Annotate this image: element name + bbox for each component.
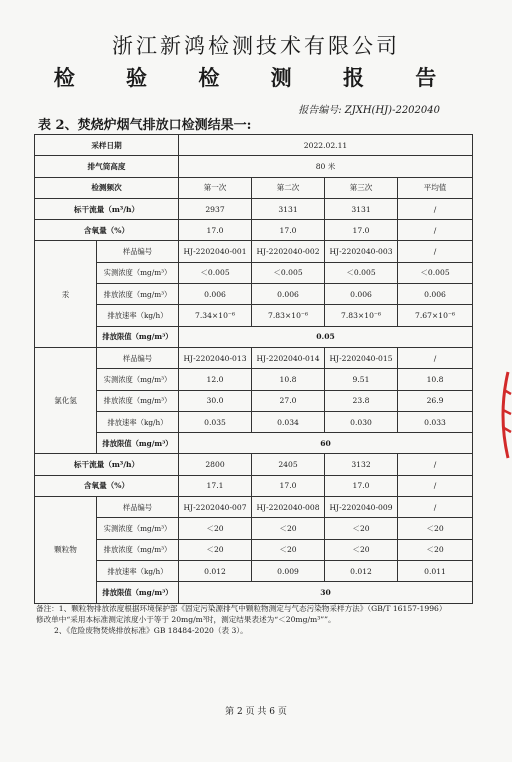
value-cell: 12.0 (179, 369, 252, 390)
value-cell: / (398, 220, 473, 241)
value-cell: 0.034 (252, 411, 325, 432)
pollutant-name: 汞 (35, 241, 97, 347)
param-label: 排放浓度（mg/m³） (97, 390, 179, 411)
mercury-limit-row (35, 326, 473, 347)
pm-row (35, 518, 473, 539)
value-cell: 0.012 (325, 560, 398, 581)
value-cell: HJ-2202040-009 (325, 497, 398, 518)
value-cell: 3131 (325, 198, 398, 219)
param-label: 实测浓度（mg/m³） (97, 518, 179, 539)
value-cell: 0.035 (179, 411, 252, 432)
value-cell: HJ-2202040-002 (252, 241, 325, 262)
mercury-row (35, 305, 473, 326)
value-cell: 10.8 (398, 369, 473, 390)
std-flow-row (35, 198, 473, 219)
oxygen-row (35, 220, 473, 241)
value-cell: 0.033 (398, 411, 473, 432)
hcl-limit-row (35, 433, 473, 454)
value-cell: 3131 (252, 198, 325, 219)
value-cell: ＜20 (325, 539, 398, 560)
table-title: 表 2、焚烧炉烟气排放口检测结果一: (38, 118, 252, 133)
value-cell: 2937 (179, 198, 252, 219)
value-cell: / (398, 241, 473, 262)
hcl-row (35, 411, 473, 432)
value-cell: 2800 (179, 454, 252, 475)
stack-height-row (35, 156, 473, 177)
report-title: 检 验 检 测 报 告 (53, 65, 459, 90)
value-cell: ＜0.005 (325, 262, 398, 283)
value-cell: / (398, 475, 473, 496)
value-cell: 第二次 (252, 177, 325, 198)
value-cell: / (398, 454, 473, 475)
param-label: 排放速率（kg/h） (97, 411, 179, 432)
value-cell: / (398, 497, 473, 518)
mercury-row (35, 262, 473, 283)
value-cell: 第三次 (325, 177, 398, 198)
row-label: 含氧量（%） (35, 220, 179, 241)
page-number: 第 2 页 共 6 页 (225, 707, 287, 717)
param-label: 实测浓度（mg/m³） (97, 262, 179, 283)
value-cell: ＜20 (179, 539, 252, 560)
pollutant-name: 颗粒物 (35, 497, 97, 603)
value-cell: 17.0 (325, 220, 398, 241)
limit-value: 30 (179, 582, 473, 603)
oxygen-row-2 (35, 475, 473, 496)
row-label: 标干流量（m³/h） (35, 454, 179, 475)
frequency-row (35, 177, 473, 198)
param-label: 样品编号 (97, 497, 179, 518)
value-cell: ＜20 (252, 518, 325, 539)
company-name: 浙江新鸿检测技术有限公司 (112, 34, 400, 58)
param-label: 样品编号 (97, 347, 179, 368)
value-cell: 0.012 (179, 560, 252, 581)
value-cell: 0.006 (179, 284, 252, 305)
remark-line-2: 修改单中“采用本标准测定浓度小于等于 20mg/m³时，测定结果表述为“＜20mg/m³””。 (36, 615, 336, 624)
row-label: 采样日期 (35, 135, 179, 156)
value-cell: ＜0.005 (398, 262, 473, 283)
value-cell: 2405 (252, 454, 325, 475)
value-cell: 3132 (325, 454, 398, 475)
value-cell: HJ-2202040-001 (179, 241, 252, 262)
value-cell: 0.011 (398, 560, 473, 581)
value-cell: 7.34×10⁻⁶ (179, 305, 252, 326)
value-cell: HJ-2202040-003 (325, 241, 398, 262)
hcl-row (35, 390, 473, 411)
value-cell: HJ-2202040-013 (179, 347, 252, 368)
value-cell: 0.009 (252, 560, 325, 581)
value-cell: 23.8 (325, 390, 398, 411)
red-seal-stamp (494, 370, 512, 460)
limit-label: 排放限值（mg/m³） (97, 326, 179, 347)
row-label: 检测频次 (35, 177, 179, 198)
mercury-row (35, 241, 473, 262)
value-cell: 26.9 (398, 390, 473, 411)
row-label: 排气筒高度 (35, 156, 179, 177)
value-cell: 第一次 (179, 177, 252, 198)
hcl-row (35, 347, 473, 368)
mercury-row (35, 284, 473, 305)
value-cell: 0.006 (252, 284, 325, 305)
value-cell: 0.006 (398, 284, 473, 305)
value-cell: 10.8 (252, 369, 325, 390)
value-cell: 17.0 (179, 220, 252, 241)
value-cell: / (398, 347, 473, 368)
param-label: 实测浓度（mg/m³） (97, 369, 179, 390)
pm-limit-row (35, 582, 473, 603)
value-cell: ＜20 (398, 518, 473, 539)
value-cell: 7.67×10⁻⁶ (398, 305, 473, 326)
value-cell: ＜20 (252, 539, 325, 560)
value-cell: 7.83×10⁻⁶ (252, 305, 325, 326)
hcl-row (35, 369, 473, 390)
value-cell: 9.51 (325, 369, 398, 390)
limit-label: 排放限值（mg/m³） (97, 582, 179, 603)
sampling-date-row (35, 135, 473, 156)
value-cell: ＜0.005 (179, 262, 252, 283)
pm-row (35, 497, 473, 518)
pm-row (35, 560, 473, 581)
value-cell: 0.030 (325, 411, 398, 432)
remarks (36, 603, 476, 636)
limit-value: 60 (179, 433, 473, 454)
value-cell: HJ-2202040-007 (179, 497, 252, 518)
param-label: 排放浓度（mg/m³） (97, 284, 179, 305)
value-cell: ＜20 (325, 518, 398, 539)
row-label: 含氧量（%） (35, 475, 179, 496)
value-cell: 17.0 (252, 475, 325, 496)
value-cell: HJ-2202040-008 (252, 497, 325, 518)
param-label: 排放浓度（mg/m³） (97, 539, 179, 560)
value-cell: 平均值 (398, 177, 473, 198)
value-cell: HJ-2202040-015 (325, 347, 398, 368)
limit-label: 排放限值（mg/m³） (97, 433, 179, 454)
value-cell: HJ-2202040-014 (252, 347, 325, 368)
remark-line-3: 2、《危险废物焚烧排放标准》GB 18484-2020（表 3）。 (54, 626, 248, 635)
std-flow-row-2 (35, 454, 473, 475)
param-label: 排放速率（kg/h） (97, 305, 179, 326)
value-cell: 27.0 (252, 390, 325, 411)
value-cell: ＜20 (398, 539, 473, 560)
value-cell: 0.006 (325, 284, 398, 305)
value-cell: ＜20 (179, 518, 252, 539)
value-cell: / (398, 198, 473, 219)
value-cell: 17.0 (325, 475, 398, 496)
value-cell: 17.1 (179, 475, 252, 496)
results-table (34, 134, 473, 604)
param-label: 样品编号 (97, 241, 179, 262)
value-cell: 17.0 (252, 220, 325, 241)
pm-row (35, 539, 473, 560)
pollutant-name: 氯化氢 (35, 347, 97, 453)
remark-line-1: 备注：1、颗粒物排放浓度根据环境保护部《固定污染源排气中颗粒物测定与气态污染物采样方法》（GB/T 16157-1996） (36, 604, 447, 613)
value-cell: 30.0 (179, 390, 252, 411)
param-label: 排放速率（kg/h） (97, 560, 179, 581)
value-cell: 7.83×10⁻⁶ (325, 305, 398, 326)
row-label: 标干流量（m³/h） (35, 198, 179, 219)
report-number: 报告编号: ZJXH(HJ)-2202040 (298, 105, 440, 116)
row-value: 80 米 (179, 156, 473, 177)
row-value: 2022.02.11 (179, 135, 473, 156)
limit-value: 0.05 (179, 326, 473, 347)
value-cell: ＜0.005 (252, 262, 325, 283)
